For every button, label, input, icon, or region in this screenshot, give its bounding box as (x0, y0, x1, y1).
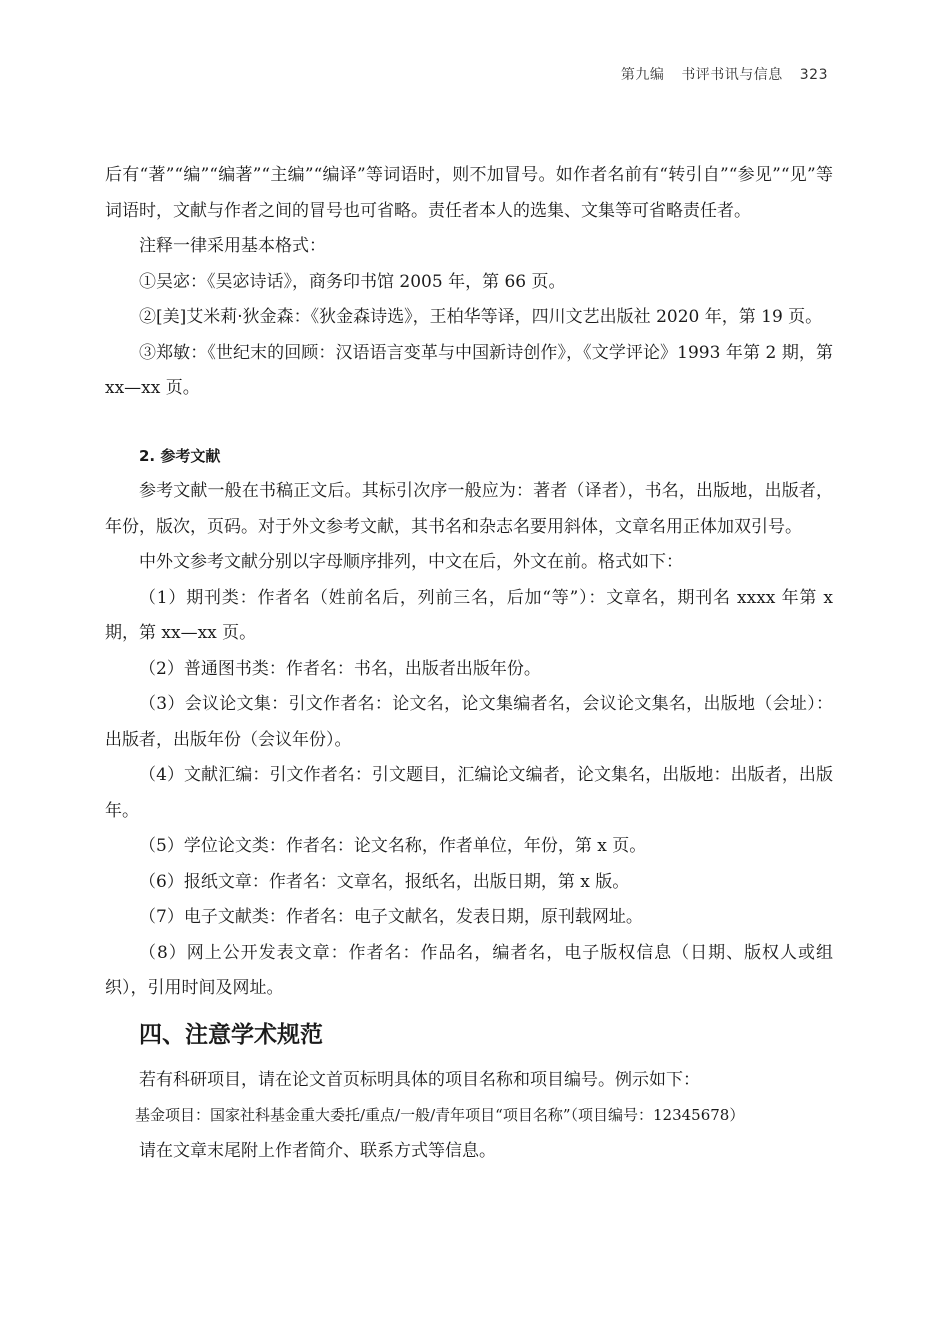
reference-format-item: （3）会议论文集：引文作者名：论文名，论文集编者名，会议论文集名，出版地（会址）：出版者，出版年份（会议年份）。 (105, 694, 833, 750)
reference-format-item: （7）电子文献类：作者名：电子文献名，发表日期，原刊载网址。 (139, 907, 643, 927)
section-heading-references: 2. 参考文献 (139, 446, 221, 465)
page-number: 323 (799, 67, 828, 83)
page-body (105, 158, 833, 1169)
reference-format-item: （4）文献汇编：引文作者名：引文题目，汇编论文编者，论文集名，出版地：出版者，出版年。 (105, 765, 833, 821)
header-title: 书评书讯与信息 (681, 67, 783, 83)
norms-paragraph: 请在文章末尾附上作者简介、联系方式等信息。 (139, 1140, 496, 1161)
references-paragraph: 中外文参考文献分别以字母顺序排列，中文在后，外文在前。格式如下： (139, 552, 683, 572)
references-paragraph: 参考文献一般在书稿正文后。其标引次序一般应为：著者（译者），书名，出版地，出版者，年份，版次，页码。对于外文参考文献，其书名和杂志名要用斜体，文章名用正体加双引号。 (105, 481, 833, 537)
header-part: 第九编 (620, 67, 665, 83)
reference-format-item: （5）学位论文类：作者名：论文名称，作者单位，年份，第 x 页。 (139, 836, 647, 856)
note-example-3: ③郑敏：《世纪末的回顾：汉语语言变革与中国新诗创作》，《文学评论》1993 年第 2 期，第 xx—xx 页。 (105, 342, 833, 398)
reference-format-item: （2）普通图书类：作者名：书名，出版者出版年份。 (139, 658, 541, 679)
norms-paragraph: 若有科研项目，请在论文首页标明具体的项目名称和项目编号。例示如下： (139, 1069, 700, 1090)
running-header (609, 64, 828, 84)
paragraph-note-format: 注释一律采用基本格式： (139, 236, 326, 256)
section-heading-academic-norms: 四、注意学术规范 (139, 1021, 323, 1048)
note-example-1: ①吴宓：《吴宓诗话》，商务印书馆 2005 年，第 66 页。 (139, 271, 566, 292)
reference-format-item: （6）报纸文章：作者名：文章名，报纸名，出版日期，第 x 版。 (139, 871, 630, 892)
reference-format-item: （1）期刊类：作者名（姓前名后，列前三名，后加“等”）：文章名，期刊名 xxxx 年第 x 期，第 xx—xx 页。 (105, 587, 833, 643)
reference-format-item: （8）网上公开发表文章：作者名：作品名，编者名，电子版权信息（日期、版权人或组织），引用时间及网址。 (105, 942, 833, 998)
note-example-2: ②[美]艾米莉·狄金森：《狄金森诗选》，王柏华等译，四川文艺出版社 2020 年，第 19 页。 (139, 307, 823, 327)
fund-project-example: 基金项目：国家社科基金重大委托/重点/一般/青年项目“项目名称”（项目编号：12345678） (135, 1106, 745, 1124)
paragraph-continuation: 后有“著”“编”“编著”“主编”“编译”等词语时，则不加冒号。如作者名前有“转引自”“参见”“见”等词语时，文献与作者之间的冒号也可省略。责任者本人的选集、文集等可省略责任者。 (105, 165, 833, 221)
